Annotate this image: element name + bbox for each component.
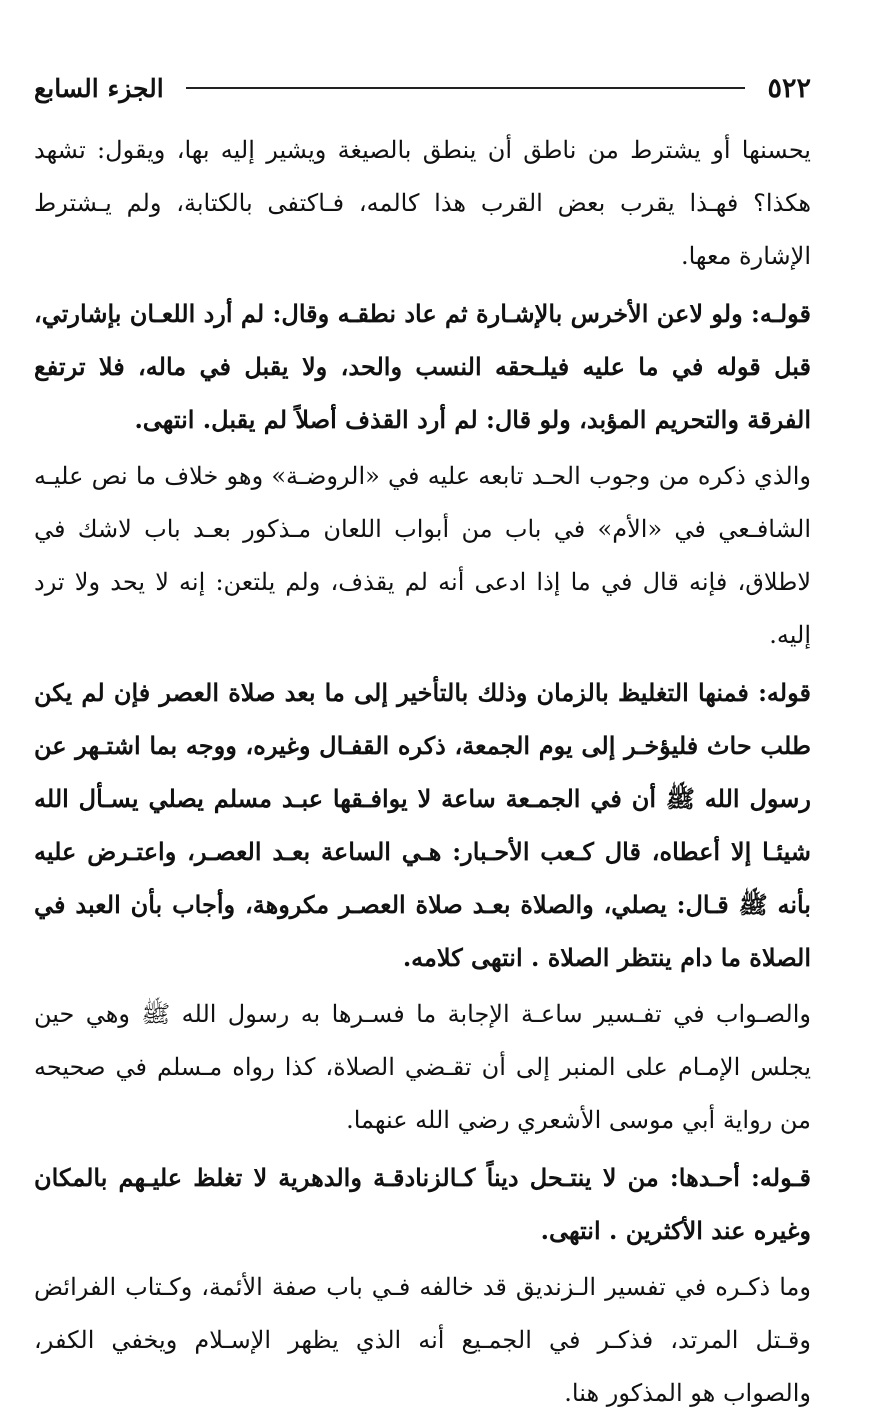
quoted-passage: قوله: فمنها التغليظ بالزمان وذلك بالتأخير إلى ما بعد صلاة العصر فإن لم يكن طلب حاث فليؤخـر إلى يوم الجمعة، ذكره القفـال وغيره، ووجه بما اشتـهر عن رسول الله ﷺ أن في الجمـعة ساعة لا يوافـقها عبـد مسلم يصلي يسـأل الله شيئـا إلا أعطاه، قال كـعب الأحـبار: هـي الساعة بعـد العصـر، واعتـرض عليه بأنه ﷺ قـال: يصلي، والصلاة بعـد صلاة العصـر مكروهة، وأجاب بأن العبد في الصلاة ما دام ينتظر الصلاة . انتهى كلامه. — [34, 678, 812, 972]
commentary-paragraph: وما ذكـره في تفسير الـزنديق قد خالفه فـي باب صفة الأئمة، وكـتاب الفرائض وقـتل المرتد، فذكـر في الجمـيع أنه الذي يظهر الإسـلام ويخفي الكفر، والصواب هو المذكور هنا. — [34, 1273, 811, 1407]
quoted-passage: قـوله: أحـدها: من لا ينتـحل ديناً كـالزنادقـة والدهرية لا تغلظ عليـهم بالمكان وغيره عند الأكثرين . انتهى. — [34, 1163, 812, 1245]
running-header — [34, 60, 811, 116]
book-page — [34, 60, 811, 1424]
page-number: ٥٢٢ — [767, 72, 811, 104]
commentary-paragraph: يحسنها أو يشترط من ناطق أن ينطق بالصيغة ويشير إليه بها، ويقول: تشهد هكذا؟ فهـذا يقرب بعض القرب هذا كالمه، فـاكتفى بالكتابة، ولم يـشترط الإشارة معها. — [34, 136, 811, 270]
header-rule — [186, 87, 746, 89]
commentary-paragraph: والصـواب في تفـسير ساعـة الإجابة ما فسـرها به رسول الله ﷺ وهي حين يجلس الإمـام على المنبر إلى أن تقـضي الصلاة، كذا رواه مـسلم في صحيحه من رواية أبي موسى الأشعري رضي الله عنهما. — [34, 1000, 811, 1134]
volume-title: الجزء السابع — [34, 73, 164, 103]
quoted-passage: قولـه: ولو لاعن الأخرس بالإشـارة ثم عاد نطقـه وقال: لم أرد اللعـان بإشارتي، قبل قوله في ما عليه فيلـحقه النسب والحد، ولا يقبل في ماله، فلا ترتفع الفرقة والتحريم المؤبد، ولو قال: لم أرد القذف أصلاً لم يقبل. انتهى. — [34, 299, 811, 434]
commentary-paragraph: والذي ذكره من وجوب الحـد تابعه عليه في «الروضـة» وهو خلاف ما نص عليـه الشافـعي في «الأم» في باب من أبواب اللعان مـذكور بعـد باب لاشك في لاطلاق، فإنه قال في ما إذا ادعى أنه لم يقذف، ولم يلتعن: إنه لا يحد ولا ترد إليه. — [34, 462, 811, 649]
body-text — [34, 124, 811, 1420]
